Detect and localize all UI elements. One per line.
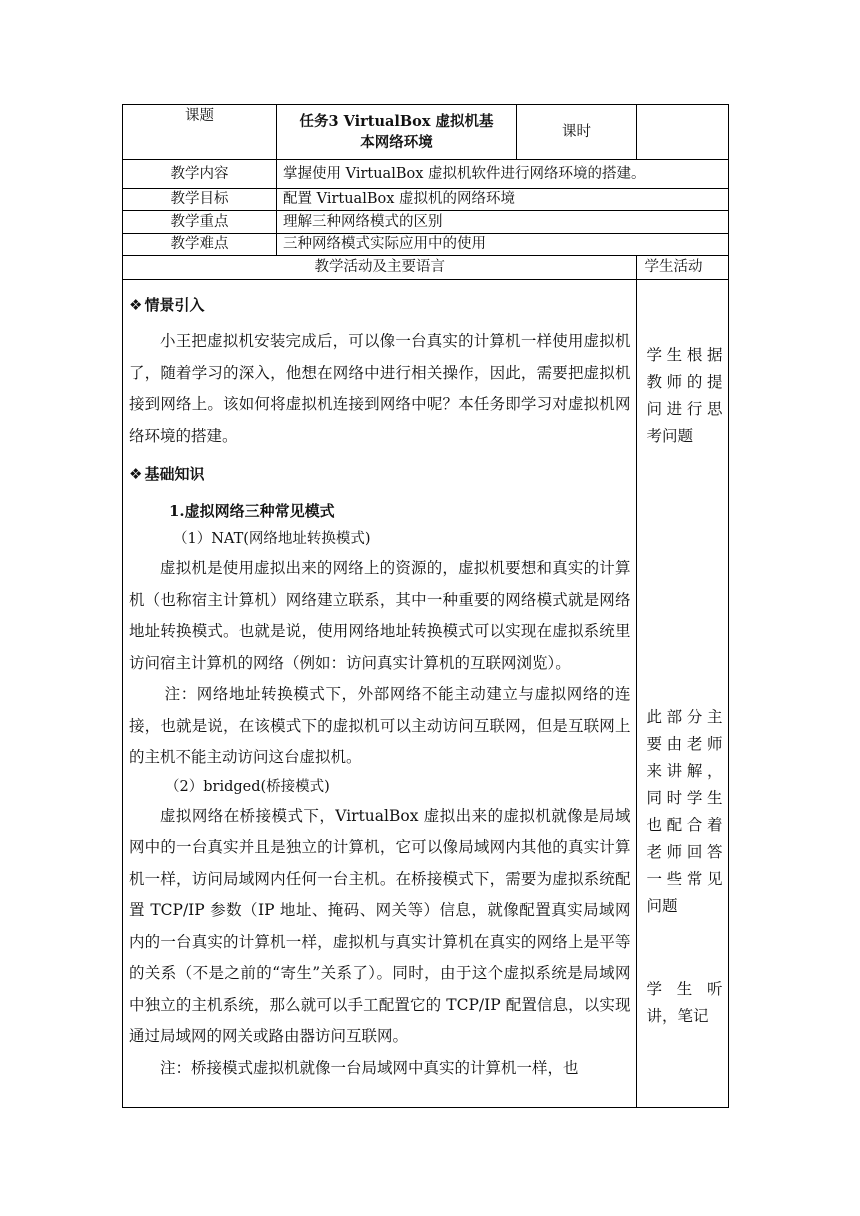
intro-paragraph: 小王把虚拟机安装完成后，可以像一台真实的计算机一样使用虚拟机了，随着学习的深入，他想在网络中进行相关操作，因此，需要把虚拟机接到网络上。该如何将虚拟机连接到网络中呢？本任务即学习对虚拟机网络环境的搭建。: [129, 332, 631, 445]
nat-title: （1）NAT(网络地址转换模式): [173, 531, 371, 547]
nat-note: 注：网络地址转换模式下，外部网络不能主动建立与虚拟网络的连接，也就是说，在该模式下的虚拟机可以主动访问互联网，但是互联网上的主机不能主动访问这台虚拟机。: [129, 685, 631, 766]
content-label: 教学内容: [123, 160, 277, 189]
student-note-2: 此部分主要由老师来讲解，同时学生也配合着老师回答一些常见问题: [646, 708, 723, 915]
nat-paragraph: 虚拟机是使用虚拟出来的网络上的资源的，虚拟机要想和真实的计算机（也称宿主计算机）网络建立联系，其中一种重要的网络模式就是网络地址转换模式。也就是说，使用网络地址转换模式可以实现在虚拟系统里访问宿主计算机的网络（例如：访问真实计算机的互联网浏览）。: [129, 559, 631, 672]
main-content: [123, 280, 637, 1108]
key-point-label: 教学重点: [123, 211, 277, 234]
section-basics-title: ❖ 基础知识: [129, 465, 205, 483]
hours-value: [637, 105, 729, 160]
content-value: 掌握使用 VirtualBox 虚拟机软件进行网络环境的搭建。: [277, 160, 729, 189]
student-activity-header: 学生活动: [637, 256, 729, 280]
student-note-3: 学生听讲，笔记: [646, 980, 723, 1025]
key-point-value: 理解三种网络模式的区别: [277, 211, 729, 234]
goal-label: 教学目标: [123, 189, 277, 211]
heading-three-modes: 1.虚拟网络三种常见模式: [169, 502, 335, 520]
diamond-bullet-icon: ❖: [129, 296, 143, 314]
bridged-title: （2）bridged(桥接模式): [165, 778, 330, 795]
student-note-1: 学生根据教师的提问进行思考问题: [646, 346, 723, 445]
topic-value: 任务3 VirtualBox 虚拟机基 本网络环境: [277, 105, 517, 160]
bridged-note: 注：桥接模式虚拟机就像一台局域网中真实的计算机一样，也: [160, 1058, 579, 1077]
hours-label: 课时: [517, 105, 637, 160]
section-intro-title: ❖ 情景引入: [129, 296, 205, 314]
activity-header: 教学活动及主要语言: [123, 256, 637, 280]
student-activity-column: [637, 280, 729, 1108]
difficulty-value: 三种网络模式实际应用中的使用: [277, 234, 729, 256]
lesson-plan-table: [122, 104, 728, 1108]
bridged-paragraph: 虚拟网络在桥接模式下，VirtualBox 虚拟出来的虚拟机就像是局域网中的一台真实并且是独立的计算机，它可以像局域网内其他的真实计算机一样，访问局域网内任何一台主机。在桥接模式下，需要为虚拟系统配置 TCP/IP 参数（IP 地址、掩码、网关等）信息，就像配置真实局域网内的一台真实的计算机一样，虚拟机与真实计算机在真实的网络上是平等的关系（不是之前的“寄生”关系了）。同时，由于这个虚拟系统是局域网中独立的主机系统，那么就可以手工配置它的 TCP/IP 配置信息，以实现通过局域网的网关或路由器访问互联网。: [129, 806, 631, 1045]
topic-label: 课题: [123, 105, 277, 160]
goal-value: 配置 VirtualBox 虚拟机的网络环境: [277, 189, 729, 211]
diamond-bullet-icon: ❖: [129, 465, 143, 483]
difficulty-label: 教学难点: [123, 234, 277, 256]
